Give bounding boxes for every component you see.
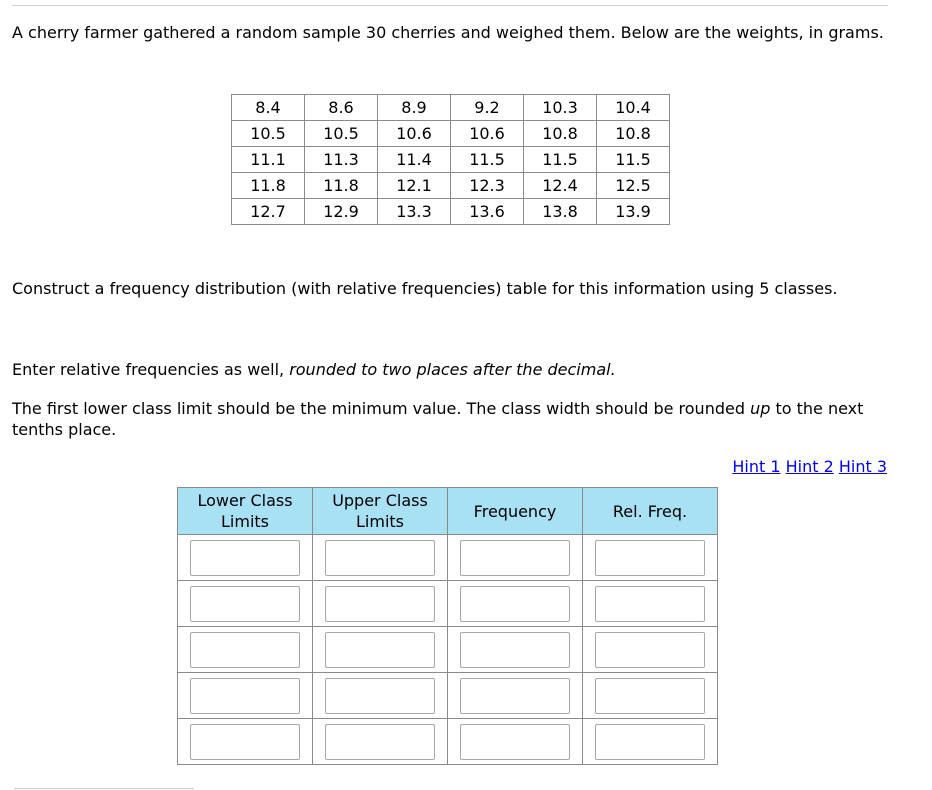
upper-class-limits-header: Upper Class Limits [313, 488, 448, 535]
table-row [232, 173, 670, 199]
frequency-input[interactable] [460, 678, 570, 714]
frequency-distribution-table [177, 487, 718, 765]
frequency-input[interactable] [460, 632, 570, 668]
question-intro: A cherry farmer gathered a random sample 30 cherries and weighed them. Below are the weights, in grams. [12, 23, 884, 42]
rel-freq-input[interactable] [595, 540, 705, 576]
table-row [178, 719, 718, 765]
data-cell: 10.5 [232, 121, 305, 147]
upper-limit-input[interactable] [325, 586, 435, 622]
lower-limit-input[interactable] [190, 540, 300, 576]
upper-limit-input[interactable] [325, 632, 435, 668]
rel-freq-input[interactable] [595, 724, 705, 760]
data-cell: 8.4 [232, 95, 305, 121]
rel-freq-input[interactable] [595, 678, 705, 714]
data-cell: 11.5 [524, 147, 597, 173]
data-cell: 11.8 [305, 173, 378, 199]
class-limit-instruction [12, 398, 882, 440]
data-cell: 10.8 [597, 121, 670, 147]
data-cell: 10.5 [305, 121, 378, 147]
rel-freq-input[interactable] [595, 632, 705, 668]
data-cell: 13.8 [524, 199, 597, 225]
data-cell: 11.3 [305, 147, 378, 173]
data-cell: 8.9 [378, 95, 451, 121]
data-cell: 11.1 [232, 147, 305, 173]
table-row [232, 199, 670, 225]
cherry-weights-table [231, 94, 670, 225]
lower-limit-input[interactable] [190, 724, 300, 760]
frequency-input[interactable] [460, 586, 570, 622]
data-cell: 13.3 [378, 199, 451, 225]
upper-limit-input[interactable] [325, 540, 435, 576]
table-row [178, 535, 718, 581]
class-limit-text-1: The first lower class limit should be the minimum value. The class width should be rounded [12, 399, 751, 418]
table-row [178, 581, 718, 627]
data-cell: 10.6 [451, 121, 524, 147]
rel-freq-header: Rel. Freq. [583, 488, 718, 535]
table-row [232, 95, 670, 121]
rel-freq-input[interactable] [595, 586, 705, 622]
rounding-instruction-emphasis: rounded to two places after the decimal. [289, 360, 616, 379]
table-row [232, 147, 670, 173]
data-cell: 11.5 [451, 147, 524, 173]
table-row [178, 627, 718, 673]
data-cell: 12.5 [597, 173, 670, 199]
table-row [178, 673, 718, 719]
construct-instruction: Construct a frequency distribution (with relative frequencies) table for this information using 5 classes. [12, 279, 838, 298]
data-cell: 11.4 [378, 147, 451, 173]
data-cell: 10.4 [597, 95, 670, 121]
lower-limit-input[interactable] [190, 586, 300, 622]
header-row [178, 488, 718, 535]
frequency-header: Frequency [448, 488, 583, 535]
data-cell: 13.9 [597, 199, 670, 225]
data-cell: 12.7 [232, 199, 305, 225]
data-cell: 12.9 [305, 199, 378, 225]
hint-links [732, 457, 887, 476]
rounding-instruction-text: Enter relative frequencies as well, [12, 360, 290, 379]
top-divider [12, 5, 888, 6]
data-cell: 8.6 [305, 95, 378, 121]
data-cell: 10.6 [378, 121, 451, 147]
class-limit-emphasis: up [750, 399, 771, 418]
lower-limit-input[interactable] [190, 632, 300, 668]
lower-limit-input[interactable] [190, 678, 300, 714]
data-cell: 10.8 [524, 121, 597, 147]
data-cell: 12.3 [451, 173, 524, 199]
lower-class-limits-header: Lower Class Limits [178, 488, 313, 535]
frequency-input[interactable] [460, 724, 570, 760]
table-row [232, 121, 670, 147]
data-cell: 13.6 [451, 199, 524, 225]
rounding-instruction [12, 359, 892, 380]
data-cell: 9.2 [451, 95, 524, 121]
upper-limit-input[interactable] [325, 678, 435, 714]
upper-limit-input[interactable] [325, 724, 435, 760]
class-limit-text-2: to the next tenths place. [12, 399, 864, 439]
hint-2-link[interactable]: Hint 2 [785, 457, 834, 476]
data-cell: 12.4 [524, 173, 597, 199]
data-cell: 12.1 [378, 173, 451, 199]
hint-1-link[interactable]: Hint 1 [732, 457, 781, 476]
hint-3-link[interactable]: Hint 3 [838, 457, 887, 476]
data-cell: 11.8 [232, 173, 305, 199]
bottom-divider [14, 788, 194, 789]
data-cell: 11.5 [597, 147, 670, 173]
frequency-input[interactable] [460, 540, 570, 576]
data-cell: 10.3 [524, 95, 597, 121]
